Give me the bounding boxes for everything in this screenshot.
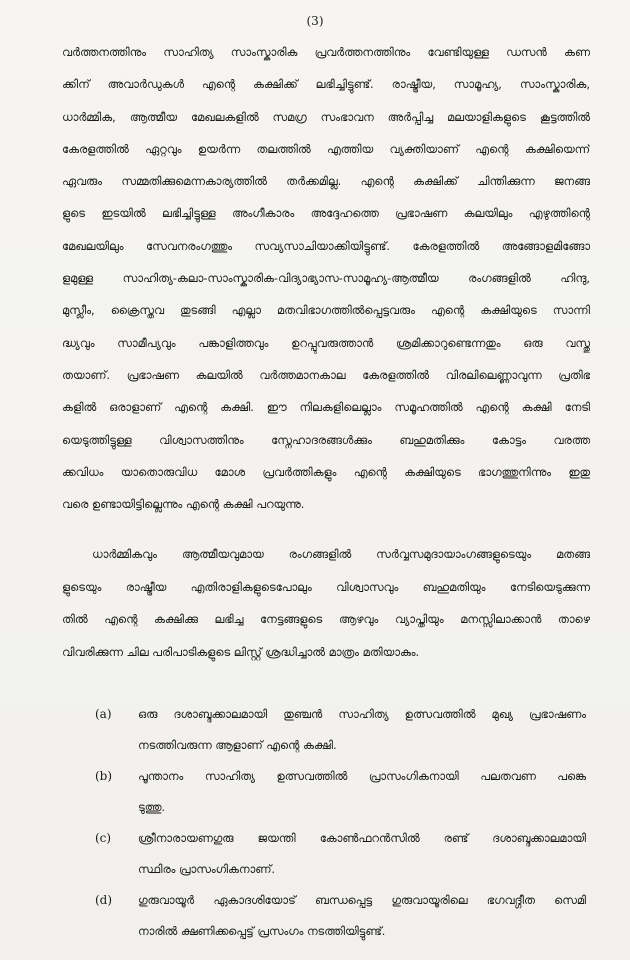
paragraph-line: ളമുള്ള സാഹിത്യ-കലാ-സാംസ്കാരിക-വിദ്യാഭ്യാസ-സാമൂഹ്യ-ആത്മീയ രംഗങ്ങളിൽ ഹിന്ദു, (62, 271, 590, 286)
paragraph-line: ളുടെയും രാഷ്ട്രീയ എതിരാളികളുടെപോലും വിശ്വാസവും ബഹുമതിയും നേടിയെടുക്കുന്ന (62, 579, 590, 594)
paragraph-line: ക്കവിധം യാതൊരുവിധ മോശ പ്രവർത്തികളും എന്റെ കക്ഷിയുടെ ഭാഗത്തുനിന്നും ഇതു (62, 464, 590, 479)
paragraph-line: മുസ്ലീം, ക്രൈസ്തവ തുടങ്ങി എല്ലാ മതവിഭാഗത്തിൽപ്പെട്ടവരും എന്റെ കക്ഷിയുടെ സാന്നി (62, 303, 590, 318)
paragraph-line: തിൽ എന്റെ കക്ഷിക്കു ലഭിച്ച നേട്ടങ്ങളുടെ ആഴവും വ്യാപ്തിയും മനസ്സിലാക്കാൻ താഴെ (62, 612, 590, 626)
list-item-line: ഗുരുവായൂർ ഏകാദശിയോട് ബന്ധപ്പെട്ട ഗുരുവായൂരിലെ ഭഗവദ്ഗീത സെമി (138, 893, 586, 907)
paragraph-line: വർത്തനത്തിനും സാഹിത്യ സാംസ്കാരിക പ്രവർത്തനത്തിനും വേണ്ടിയുള്ള ഡസൻ കണ (62, 45, 590, 59)
paragraph-2 (62, 538, 590, 668)
list-item-body (138, 824, 586, 886)
paragraph-line: ക്കിന് അവാർഡുകൾ എന്റെ കക്ഷിക്ക് ലഭിച്ചിട്ടുണ്ട്. രാഷ്ട്രീയ, സാമൂഹ്യ, സാംസ്കാരിക, (62, 77, 590, 92)
paragraph-line: കളിൽ ഒരാളാണ് എന്റെ കക്ഷി. ഈ നിലകളിലെല്ലാം സമൂഹത്തിൽ എന്റെ കക്ഷി നേടി (62, 400, 590, 415)
paragraph-line: ധാർമ്മിക, ആത്മീയ മേഖലകളിൽ സമഗ്ര സംഭാവന അർപ്പിച്ച മലയാളികളുടെ കൂട്ടത്തിൽ (62, 109, 590, 124)
list-item-label: (a) (95, 707, 112, 721)
paragraph-line: തയാണ്. പ്രഭാഷണ കലയിൽ വർത്തമാനകാല കേരളത്തിൽ വിരലിലെണ്ണാവുന്ന പ്രതിഭ (62, 367, 590, 382)
list-item-body (138, 762, 586, 824)
paragraph-line: ഏവരും സമ്മതിക്കുമെന്നകാര്യത്തിൽ തർക്കമില്ല. എന്റെ കക്ഷിക്ക് ചിന്തിക്കുന്ന ജനങ്ങ (62, 174, 590, 189)
list-item-line: നടത്തിവരുന്ന ആളാണ് എന്റെ കക്ഷി. (138, 738, 337, 752)
list-item-line: പൂന്താനം സാഹിത്യ ഉത്സവത്തിൽ പ്രാസംഗികനായി പലതവണ പങ്കെ (138, 769, 586, 783)
list-item-body (138, 700, 586, 762)
list-item-line: ടുത്തു. (138, 800, 165, 814)
list-item-line: സ്ഥിരം പ്രാസംഗികനാണ്. (138, 862, 275, 876)
list-item-label: (d) (95, 893, 113, 907)
paragraph-line: ളുടെ ഇടയിൽ ലഭിച്ചിട്ടുള്ള അംഗീകാരം അദ്ദേഹത്തെ പ്രഭാഷണ കലയിലും എഴുത്തിന്റെ (62, 206, 590, 221)
list-item-line: ശ്രീനാരായണഗുരു ജയന്തി കോൺഫറൻസിൽ രണ്ട് ദശാബ്ദക്കാലമായി (138, 831, 586, 845)
list-item-label: (b) (95, 769, 113, 783)
paragraph-line: കേരളത്തിൽ ഏറ്റവും ഉയർന്ന തലത്തിൽ എത്തിയ വ്യക്തിയാണ് എന്റെ കക്ഷിയെന്ന് (62, 141, 590, 156)
list-item-line: ഒരു ദശാബ്ദക്കാലമായി തുഞ്ചൻ സാഹിത്യ ഉത്സവത്തിൽ മുഖ്യ പ്രഭാഷണം (138, 707, 586, 721)
list-item-body (138, 886, 586, 948)
paragraph-line: ധാർമ്മികവും ആത്മീയവുമായ രംഗങ്ങളിൽ സർവ്വസമുദായാംഗങ്ങളുടെയും മതങ്ങ (92, 547, 590, 561)
paragraph-line: വിവരിക്കുന്ന ചില പരിപാടികളുടെ ലിസ്റ്റ് ശ്രദ്ധിച്ചാൽ മാത്രം മതിയാകും. (62, 644, 420, 659)
page-number: (3) (306, 14, 324, 28)
list-item-label: (c) (95, 831, 112, 845)
paragraph-line: വരെ ഉണ്ടായിട്ടില്ലെന്നും എന്റെ കക്ഷി പറയുന്നു. (62, 497, 305, 512)
list-item-line: നാരിൽ ക്ഷണിക്കപ്പെട്ട് പ്രസംഗം നടത്തിയിട്ടുണ്ട്. (138, 924, 386, 938)
paragraph-line: യെടുത്തിട്ടുള്ള വിശ്വാസത്തിനും സ്നേഹാദരങ്ങൾക്കും ബഹുമതിക്കും കോട്ടം വരത്ത (62, 432, 590, 447)
paragraph-line: മേഖലയിലും സേവനരംഗത്തും സവ്യസാചിയാക്കിയിട്ടുണ്ട്. കേരളത്തിൽ അങ്ങോളമിങ്ങോ (62, 238, 590, 253)
paragraph-1 (62, 36, 590, 520)
paragraph-line: ദ്ധ്യവും സാമീപ്യവും പങ്കാളിത്തവും ഉറപ്പുവരുത്താൻ ശ്രമിക്കാറുണ്ടെന്നതും ഒരു വസ്തു (62, 335, 590, 350)
